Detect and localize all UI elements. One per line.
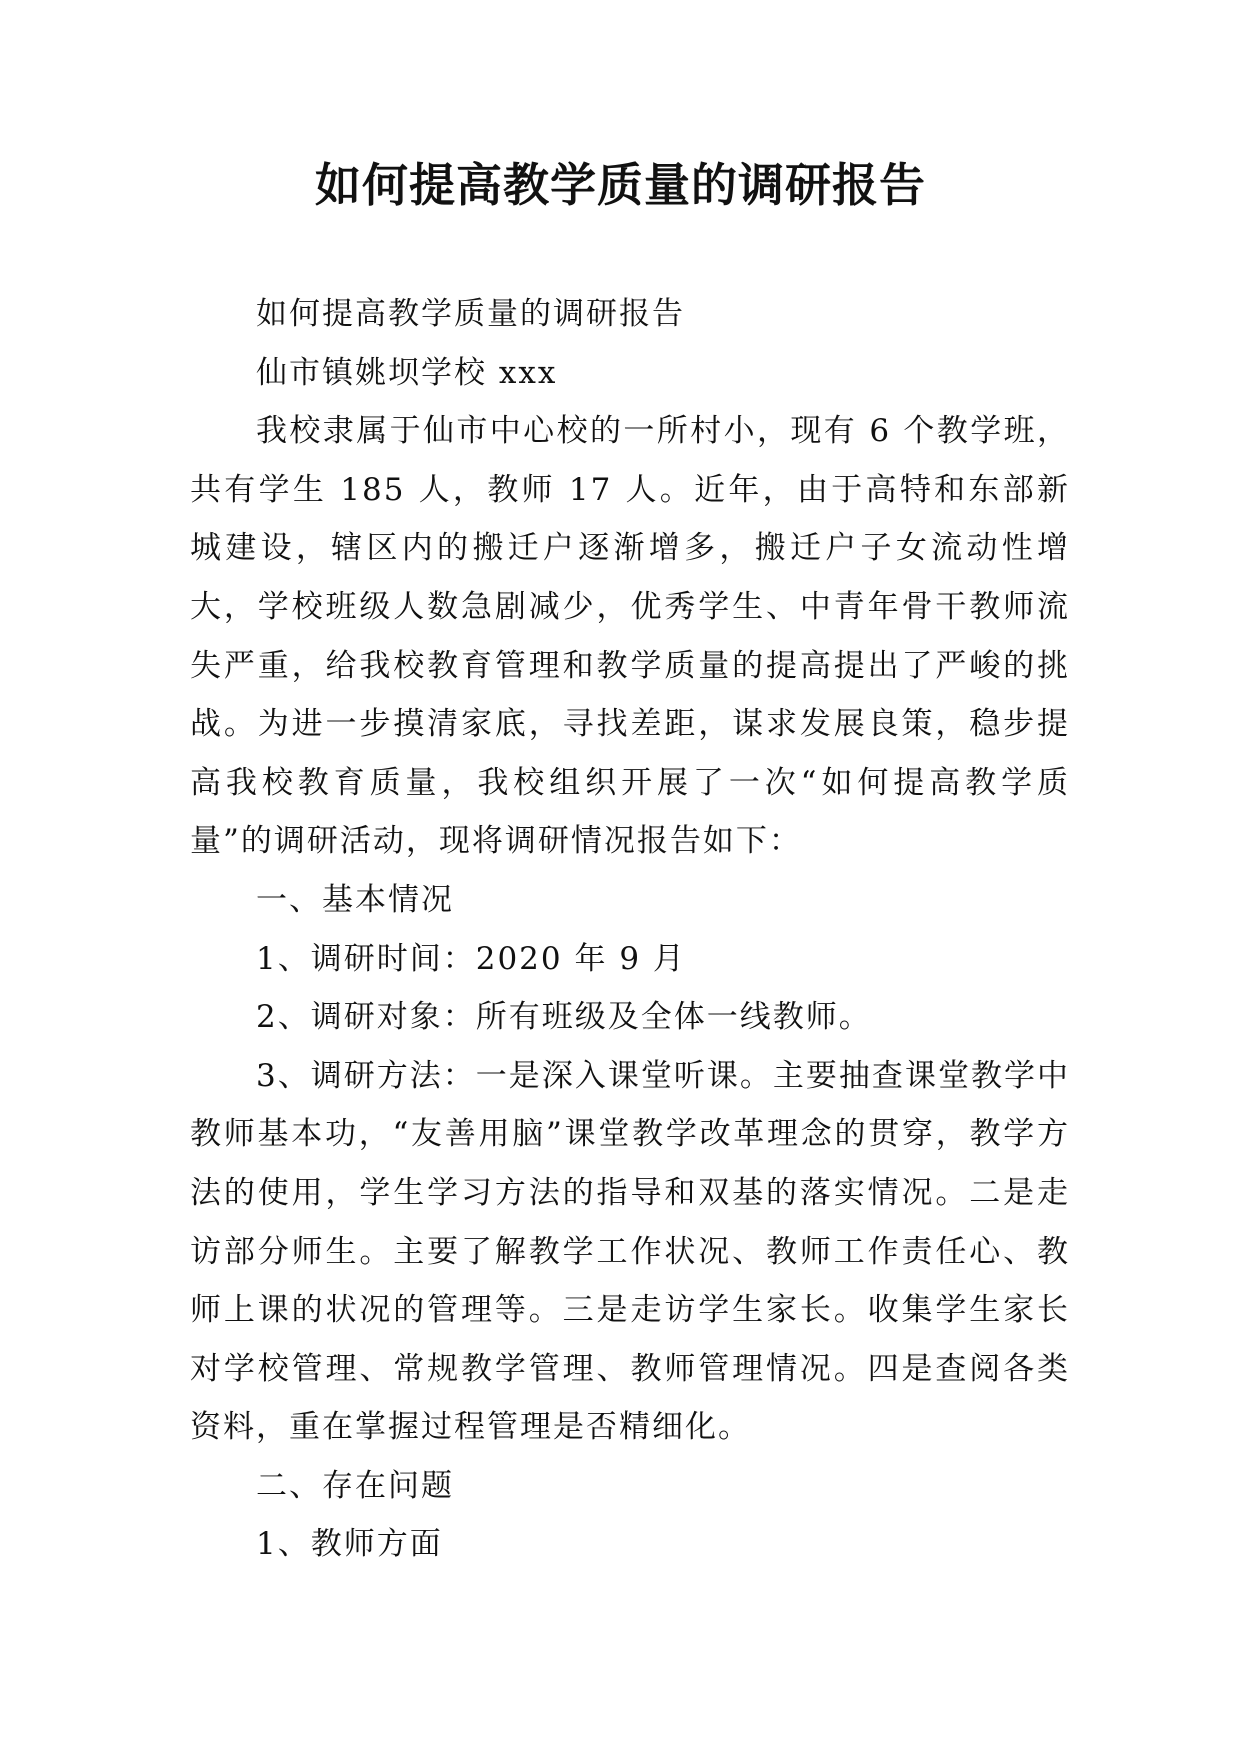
- heading-teacher-aspect: 1、教师方面: [256, 1526, 443, 1563]
- document-title: 如何提高教学质量的调研报告: [315, 158, 926, 212]
- paragraph-survey-subjects: 2、调研对象：所有班级及全体一线教师。: [256, 999, 872, 1036]
- heading-existing-problems: 二、存在问题: [256, 1467, 454, 1504]
- document-body: [190, 285, 1070, 1574]
- paragraph-author: 仙市镇姚坝学校 xxx: [256, 354, 558, 391]
- paragraph-repeated-title: 如何提高教学质量的调研报告: [256, 296, 685, 332]
- paragraph-survey-time: 1、调研时间：2020 年 9 月: [256, 940, 686, 977]
- paragraph-survey-methods: 3、调研方法：一是深入课堂听课。主要抽查课堂教学中教师基本功，“友善用脑”课堂教学改革理念的贯穿，教学方法的使用，学生学习方法的指导和双基的落实情况。二是走访部分师生。主要了解教学工作状况、教师工作责任心、教师上课的状况的管理等。三是走访学生家长。收集学生家长对学校管理、常规教学管理、教师管理情况。四是查阅各类资料，重在掌握过程管理是否精细化。: [190, 1057, 1070, 1446]
- paragraph-introduction: 我校隶属于仙市中心校的一所村小，现有 6 个教学班，共有学生 185 人，教师 17 人。近年，由于高特和东部新城建设，辖区内的搬迁户逐渐增多，搬迁户子女流动性增大，学校班级人数急剧减少，优秀学生、中青年骨干教师流失严重，给我校教育管理和教学质量的提高提出了严峻的挑战。为进一步摸清家底，寻找差距，谋求发展良策，稳步提高我校教育质量，我校组织开展了一次“如何提高教学质量”的调研活动，现将调研情况报告如下：: [190, 413, 1070, 860]
- heading-basic-situation: 一、基本情况: [256, 881, 454, 918]
